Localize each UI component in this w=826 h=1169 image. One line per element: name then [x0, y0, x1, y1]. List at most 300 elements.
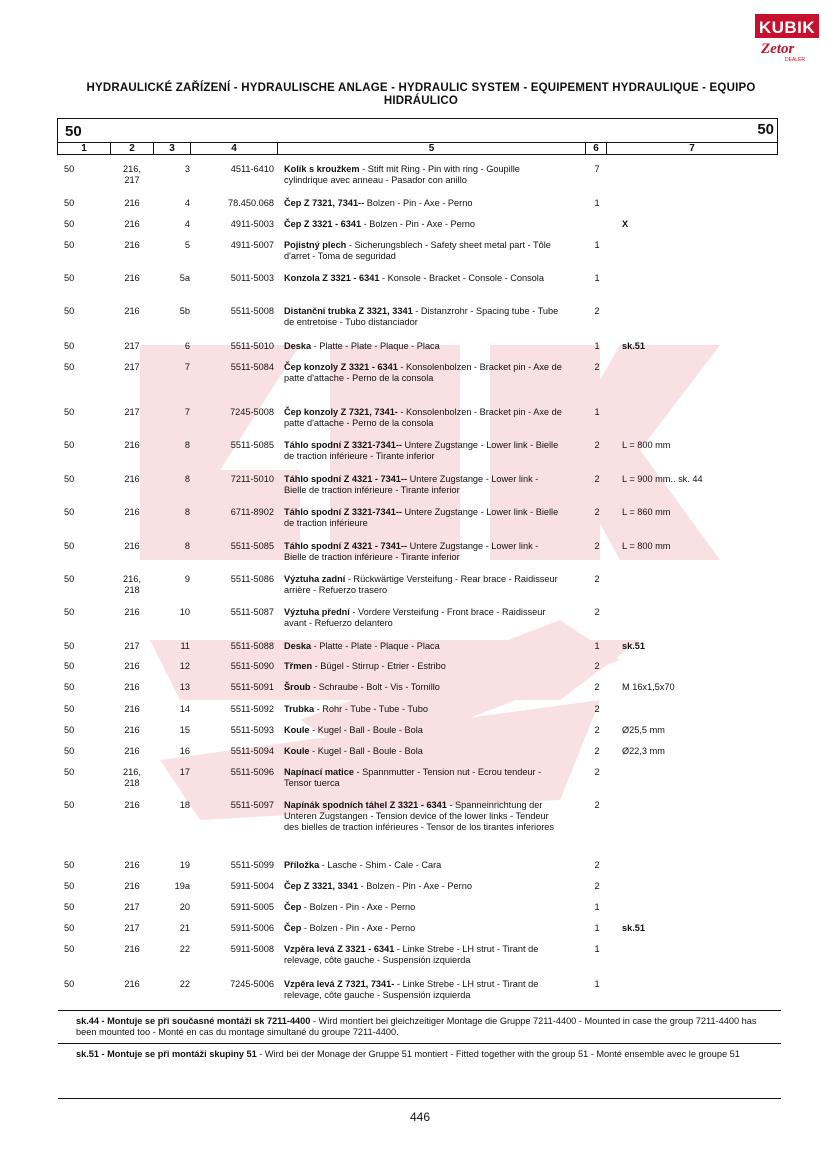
cell-position: 22 — [179, 979, 190, 989]
part-name: Koule — [284, 725, 310, 735]
footnote-sk44-text: - Wird montiert bei gleichzeitiger Montage die Gruppe 7211-4400 - Mounted in case the group 7211-4400 has been mounted too - Monté en cas du montage simultané du groupe 7211-4400. — [76, 1016, 757, 1037]
cell-position: 11 — [180, 641, 190, 651]
footnote-sk44-label: sk.44 - Montuje se při současné montáži sk 7211-4400 — [76, 1016, 311, 1026]
cell-position: 8 — [184, 474, 190, 484]
part-name: Deska — [284, 641, 312, 651]
part-translations: - Platte - Plate - Plaque - Placa — [311, 641, 440, 651]
cell-figure-line: 216 — [124, 944, 140, 954]
cell-part-number: 5911-5004 — [230, 881, 274, 891]
cell-quantity: 2 — [594, 474, 600, 484]
cell-figure — [112, 541, 152, 552]
part-name: Táhlo spodní Z 4321 - 7341-- — [284, 474, 408, 484]
part-name: Pojistný plech — [284, 240, 347, 250]
cell-part-number: 7245-5008 — [230, 407, 274, 417]
cell-description — [284, 240, 562, 262]
cell-description — [284, 661, 562, 672]
cell-description — [284, 198, 562, 209]
cell-figure — [112, 607, 152, 618]
cell-description — [284, 164, 562, 186]
cell-quantity: 2 — [594, 507, 600, 517]
cell-figure-line: 216 — [124, 725, 140, 735]
cell-group: 50 — [64, 574, 75, 584]
cell-part-number: 78.450.068 — [228, 198, 274, 208]
part-name: Konzola Z 3321 - 6341 — [284, 273, 380, 283]
cell-position: 8 — [184, 541, 190, 551]
cell-part-number: 5511-5008 — [230, 306, 274, 316]
cell-part-number: 7211-5010 — [230, 474, 274, 484]
cell-position: 14 — [179, 704, 190, 714]
part-translations: - Distanzrohr - Spacing tube - Tube de entretoise - Tubo distanciador — [284, 306, 559, 327]
cell-part-number: 5511-5084 — [230, 362, 274, 372]
cell-group: 50 — [64, 923, 75, 933]
part-translations: - Spannmutter - Tension nut - Ecrou tendeur - Tensor tuerca — [284, 767, 542, 788]
cell-group: 50 — [64, 860, 75, 870]
part-name: Táhlo spodní Z 3321-7341-- — [284, 440, 402, 450]
cell-group: 50 — [64, 440, 75, 450]
cell-quantity: 1 — [594, 923, 600, 933]
cell-group: 50 — [64, 979, 75, 989]
cell-part-number: 5511-5087 — [230, 607, 274, 617]
cell-part-number: 5511-5091 — [230, 682, 274, 692]
cell-figure-line: 217 — [124, 407, 140, 417]
part-name: Táhlo spodní Z 4321 - 7341-- — [284, 541, 408, 551]
part-translations: - Bolzen - Pin - Axe - Perno — [361, 219, 475, 229]
cell-figure — [112, 902, 152, 913]
cell-position: 17 — [179, 767, 190, 777]
cell-quantity: 1 — [594, 341, 600, 351]
cell-figure — [112, 306, 152, 317]
logo-tag-text: DEALER — [785, 57, 806, 63]
cell-quantity: 1 — [594, 407, 600, 417]
cell-part-number: 5511-5085 — [230, 541, 274, 551]
cell-group: 50 — [64, 641, 75, 651]
cell-part-number: 5511-5086 — [230, 574, 274, 584]
cell-position: 20 — [179, 902, 190, 912]
cell-figure-line: 216 — [124, 607, 140, 617]
cell-note: Ø22,3 mm — [622, 746, 665, 756]
cell-quantity: 1 — [594, 198, 600, 208]
part-name: Čep konzoly Z 7321, 7341- — [284, 407, 398, 417]
cell-figure-line: 216 — [124, 306, 140, 316]
column-header-6: 6 — [586, 143, 607, 154]
cell-part-number: 5511-5094 — [230, 746, 274, 756]
part-name: Šroub — [284, 682, 311, 692]
part-translations: - Linke Strebe - LH strut - Tirant de relevage, côte gauche - Suspensión izquierda — [284, 944, 539, 965]
part-translations: - Lasche - Shim - Cale - Cara — [319, 860, 442, 870]
part-translations: Untere Zugstange - Lower link - Bielle de traction inférieure - Tirante inferior — [284, 541, 539, 562]
cell-note: sk.51 — [622, 341, 645, 351]
footnote-sk51-label: sk.51 - Montuje se při montáži skupiny 51 — [76, 1049, 257, 1059]
cell-quantity: 2 — [594, 661, 600, 671]
cell-figure-line: 216 — [124, 704, 140, 714]
cell-figure — [112, 800, 152, 811]
cell-figure-line: 216 — [124, 219, 140, 229]
cell-group: 50 — [64, 902, 75, 912]
footnote-sk51 — [76, 1049, 776, 1060]
cell-position: 13 — [179, 682, 190, 692]
cell-quantity: 2 — [594, 541, 600, 551]
column-header-7: 7 — [689, 143, 695, 154]
cell-note: X — [622, 219, 629, 229]
cell-part-number: 6711-8902 — [230, 507, 274, 517]
cell-description — [284, 574, 562, 596]
cell-description — [284, 219, 562, 230]
cell-quantity: 2 — [594, 881, 600, 891]
cell-group: 50 — [64, 362, 75, 372]
column-header-1: 1 — [58, 143, 111, 154]
cell-group: 50 — [64, 944, 75, 954]
logo-brand-text: KUBIK — [758, 18, 816, 37]
part-translations: - Stift mit Ring - Pin with ring - Goupille cylindrique avec anneau - Pasador con anillo — [284, 164, 520, 185]
cell-note: L = 800 mm — [622, 541, 671, 551]
cell-figure — [112, 767, 152, 789]
part-translations: - Konsole - Bracket - Console - Consola — [379, 273, 544, 283]
footnote-divider-top — [58, 1010, 781, 1011]
part-translations: Bolzen - Pin - Axe - Perno — [364, 198, 473, 208]
footnote-sk51-text: - Wird bei der Monage der Gruppe 51 montiert - Fitted together with the group 51 - Monté ensemble avec le groupe 51 — [256, 1049, 740, 1059]
part-translations: - Bolzen - Pin - Axe - Perno — [358, 881, 472, 891]
cell-figure-line: 216, — [123, 574, 141, 584]
column-header-3: 3 — [154, 143, 191, 154]
cell-group: 50 — [64, 273, 75, 283]
cell-figure-line: 217 — [124, 641, 140, 651]
cell-figure-line: 216 — [124, 440, 140, 450]
part-name: Vzpěra levá Z 7321, 7341- — [284, 979, 395, 989]
part-name: Čep konzoly Z 3321 - 6341 — [284, 362, 398, 372]
cell-figure — [112, 704, 152, 715]
cell-quantity: 2 — [594, 767, 600, 777]
part-name: Koule — [284, 746, 310, 756]
page-title: HYDRAULICKÉ ZAŘÍZENÍ - HYDRAULISCHE ANLAGE - HYDRAULIC SYSTEM - EQUIPEMENT HYDRAULIQUE - EQUIPO HIDRÁULICO — [86, 82, 756, 107]
cell-part-number: 5911-5006 — [230, 923, 274, 933]
cell-note: L = 800 mm — [622, 440, 671, 450]
part-translations: - Rückwärtige Versteifung - Rear brace - Raidisseur arrière - Refuerzo trasero — [284, 574, 558, 595]
cell-figure — [112, 198, 152, 209]
part-translations: - Spanneinrichtung der Unteren Zugstangen - Tension device of the lower links - Tendeur des bielles de traction inférieures - Tensor de los tirantes inferiores — [284, 800, 554, 832]
part-name: Distanční trubka Z 3321, 3341 — [284, 306, 413, 316]
cell-position: 5a — [179, 273, 190, 283]
cell-figure-line: 216 — [124, 746, 140, 756]
cell-description — [284, 704, 562, 715]
cell-figure-line: 216 — [124, 507, 140, 517]
cell-figure — [112, 164, 152, 186]
cell-position: 19 — [179, 860, 190, 870]
cell-quantity: 2 — [594, 860, 600, 870]
cell-position: 4 — [184, 219, 190, 229]
part-translations: - Sicherungsblech - Safety sheet metal part - Tôle d'arret - Toma de seguridad — [284, 240, 551, 261]
cell-figure — [112, 574, 152, 596]
page-number: 446 — [409, 1110, 431, 1124]
cell-quantity: 1 — [594, 273, 600, 283]
cell-figure-line: 217 — [124, 341, 140, 351]
table-header — [57, 118, 778, 155]
cell-figure — [112, 440, 152, 451]
cell-group: 50 — [64, 341, 75, 351]
cell-position: 6 — [184, 341, 190, 351]
part-name: Výztuha zadní — [284, 574, 346, 584]
part-translations: - Linke Strebe - LH strut - Tirant de relevage, côte gauche - Suspensión izquierda — [284, 979, 539, 1000]
cell-group: 50 — [64, 661, 75, 671]
cell-position: 3 — [184, 164, 190, 174]
cell-figure — [112, 507, 152, 518]
part-name: Čep — [284, 923, 302, 933]
cell-note: M 16x1,5x70 — [622, 682, 675, 692]
cell-figure-line: 217 — [124, 175, 140, 185]
cell-quantity: 2 — [594, 800, 600, 810]
cell-part-number: 5511-5085 — [230, 440, 274, 450]
cell-note: sk.51 — [622, 923, 645, 933]
cell-position: 18 — [179, 800, 190, 810]
cell-part-number: 5511-5097 — [230, 800, 274, 810]
cell-group: 50 — [64, 240, 75, 250]
cell-note: sk.51 — [622, 641, 645, 651]
column-header-4: 4 — [191, 143, 278, 154]
cell-quantity: 2 — [594, 574, 600, 584]
cell-part-number: 4511-6410 — [230, 164, 274, 174]
cell-figure — [112, 682, 152, 693]
cell-part-number: 4911-5007 — [230, 240, 274, 250]
cell-position: 15 — [179, 725, 190, 735]
part-translations: - Bolzen - Pin - Axe - Perno — [301, 902, 416, 912]
part-translations: - Bügel - Stirrup - Etrier - Estribo — [312, 661, 446, 671]
cell-description — [284, 407, 562, 429]
cell-group: 50 — [64, 704, 75, 714]
group-number-left: 50 — [65, 123, 82, 140]
cell-group: 50 — [64, 767, 75, 777]
cell-position: 5 — [184, 240, 190, 250]
cell-quantity: 2 — [594, 725, 600, 735]
cell-description — [284, 341, 562, 352]
cell-position: 8 — [184, 507, 190, 517]
cell-group: 50 — [64, 541, 75, 551]
cell-description — [284, 902, 562, 913]
part-translations: Untere Zugstange - Lower link - Bielle de traction inférieure - Tirante inferior — [284, 474, 539, 495]
cell-figure-line: 218 — [124, 778, 140, 788]
cell-figure — [112, 661, 152, 672]
cell-part-number: 5911-5008 — [230, 944, 274, 954]
cell-part-number: 7245-5006 — [230, 979, 274, 989]
cell-position: 7 — [184, 362, 190, 372]
cell-figure — [112, 273, 152, 284]
cell-figure — [112, 881, 152, 892]
cell-group: 50 — [64, 881, 75, 891]
cell-figure — [112, 407, 152, 418]
cell-description — [284, 362, 562, 384]
cell-quantity: 1 — [594, 240, 600, 250]
cell-description — [284, 306, 562, 328]
cell-group: 50 — [64, 407, 75, 417]
cell-quantity: 2 — [594, 306, 600, 316]
part-translations: Untere Zugstange - Lower link - Bielle de traction inférieure - Tirante inferior — [284, 440, 559, 461]
cell-part-number: 5011-5003 — [230, 273, 274, 283]
cell-note: L = 860 mm — [622, 507, 671, 517]
cell-position: 22 — [179, 944, 190, 954]
logo-sub-text: Zetor — [761, 41, 795, 57]
cell-quantity: 2 — [594, 440, 600, 450]
cell-note: L = 900 mm.. sk. 44 — [622, 474, 703, 484]
cell-figure-line: 216 — [124, 881, 140, 891]
cell-part-number: 4911-5003 — [230, 219, 274, 229]
cell-figure-line: 216, — [123, 767, 141, 777]
cell-part-number: 5511-5099 — [230, 860, 274, 870]
part-name: Výztuha přední — [284, 607, 350, 617]
part-translations: - Konsolenbolzen - Bracket pin - Axe de patte d'attache - Perno de la consola — [284, 407, 562, 428]
cell-quantity: 1 — [594, 902, 600, 912]
part-name: Čep — [284, 902, 302, 912]
part-name: Čep Z 3321 - 6341 — [284, 219, 362, 229]
cell-figure-line: 216 — [124, 860, 140, 870]
cell-group: 50 — [64, 198, 75, 208]
footnote-divider-middle — [58, 1043, 781, 1044]
cell-group: 50 — [64, 725, 75, 735]
cell-description — [284, 273, 562, 284]
part-name: Čep Z 7321, 7341-- — [284, 198, 365, 208]
cell-description — [284, 800, 562, 833]
column-header-row — [58, 142, 777, 154]
cell-figure-line: 217 — [124, 362, 140, 372]
cell-quantity: 1 — [594, 944, 600, 954]
cell-figure — [112, 746, 152, 757]
cell-note: Ø25,5 mm — [622, 725, 665, 735]
cell-description — [284, 746, 562, 757]
part-name: Čep Z 3321, 3341 — [284, 881, 359, 891]
cell-quantity: 2 — [594, 704, 600, 714]
cell-description — [284, 607, 562, 629]
part-translations: Untere Zugstange - Lower link - Bielle de traction inférieure — [284, 507, 559, 528]
footnote-divider-bottom — [58, 1098, 781, 1099]
cell-quantity: 2 — [594, 607, 600, 617]
part-name: Deska — [284, 341, 312, 351]
cell-group: 50 — [64, 507, 75, 517]
cell-part-number: 5511-5090 — [230, 661, 274, 671]
cell-quantity: 1 — [594, 979, 600, 989]
cell-figure — [112, 923, 152, 934]
part-translations: - Vordere Versteifung - Front brace - Raidisseur avant - Refuerzo delantero — [284, 607, 546, 628]
part-name: Kolík s kroužkem — [284, 164, 360, 174]
cell-part-number: 5511-5096 — [230, 767, 274, 777]
cell-group: 50 — [64, 607, 75, 617]
cell-group: 50 — [64, 800, 75, 810]
part-translations: - Kugel - Ball - Boule - Bola — [309, 725, 423, 735]
cell-figure-line: 217 — [124, 923, 140, 933]
column-header-5: 5 — [278, 143, 586, 154]
group-number-right: 50 — [757, 121, 774, 138]
part-translations: - Konsolenbolzen - Bracket pin - Axe de patte d'attache - Perno de la consola — [284, 362, 562, 383]
cell-position: 16 — [179, 746, 190, 756]
cell-part-number: 5911-5005 — [230, 902, 274, 912]
part-name: Napínací matice — [284, 767, 354, 777]
cell-figure-line: 216, — [123, 164, 141, 174]
cell-figure — [112, 944, 152, 955]
part-name: Trubka — [284, 704, 315, 714]
cell-quantity: 2 — [594, 682, 600, 692]
cell-figure — [112, 219, 152, 230]
part-name: Napínák spodních táhel Z 3321 - 6341 — [284, 800, 447, 810]
cell-group: 50 — [64, 474, 75, 484]
cell-quantity: 1 — [594, 641, 600, 651]
cell-figure-line: 216 — [124, 682, 140, 692]
cell-position: 10 — [179, 607, 190, 617]
cell-quantity: 2 — [594, 746, 600, 756]
cell-figure-line: 216 — [124, 800, 140, 810]
cell-position: 19a — [174, 881, 190, 891]
cell-description — [284, 767, 562, 789]
part-name: Táhlo spodní Z 3321-7341-- — [284, 507, 402, 517]
cell-figure — [112, 341, 152, 352]
part-translations: - Platte - Plate - Plaque - Placa — [311, 341, 440, 351]
cell-quantity: 2 — [594, 362, 600, 372]
cell-group: 50 — [64, 164, 75, 174]
brand-logo — [755, 14, 819, 64]
cell-figure-line: 216 — [124, 661, 140, 671]
cell-description — [284, 923, 562, 934]
column-header-2: 2 — [111, 143, 154, 154]
cell-figure-line: 216 — [124, 198, 140, 208]
cell-part-number: 5511-5010 — [230, 341, 274, 351]
cell-description — [284, 979, 562, 1001]
cell-description — [284, 507, 562, 529]
cell-figure — [112, 979, 152, 990]
part-translations: - Kugel - Ball - Boule - Bola — [309, 746, 423, 756]
cell-figure-line: 216 — [124, 273, 140, 283]
part-translations: - Rohr - Tube - Tube - Tubo — [314, 704, 428, 714]
cell-figure-line: 216 — [124, 240, 140, 250]
cell-part-number: 5511-5093 — [230, 725, 274, 735]
cell-part-number: 5511-5088 — [230, 641, 274, 651]
cell-figure — [112, 641, 152, 652]
cell-position: 8 — [184, 440, 190, 450]
part-translations: - Bolzen - Pin - Axe - Perno — [301, 923, 416, 933]
cell-figure-line: 216 — [124, 474, 140, 484]
cell-description — [284, 682, 562, 693]
footnote-sk44 — [76, 1016, 776, 1038]
cell-position: 5b — [179, 306, 190, 316]
cell-figure — [112, 860, 152, 871]
part-translations: - Schraube - Bolt - Vis - Tornillo — [310, 682, 440, 692]
cell-figure — [112, 362, 152, 373]
cell-position: 21 — [179, 923, 190, 933]
cell-group: 50 — [64, 682, 75, 692]
cell-group: 50 — [64, 219, 75, 229]
cell-figure — [112, 725, 152, 736]
cell-description — [284, 881, 562, 892]
cell-figure-line: 218 — [124, 585, 140, 595]
cell-position: 4 — [184, 198, 190, 208]
cell-figure — [112, 474, 152, 485]
cell-description — [284, 541, 562, 563]
cell-group: 50 — [64, 306, 75, 316]
cell-description — [284, 944, 562, 966]
cell-figure — [112, 240, 152, 251]
part-name: Vzpěra levá Z 3321 - 6341 — [284, 944, 395, 954]
cell-figure-line: 217 — [124, 902, 140, 912]
part-name: Příložka — [284, 860, 320, 870]
cell-description — [284, 440, 562, 462]
cell-figure-line: 216 — [124, 979, 140, 989]
cell-part-number: 5511-5092 — [230, 704, 274, 714]
cell-position: 12 — [179, 661, 190, 671]
cell-description — [284, 860, 562, 871]
cell-group: 50 — [64, 746, 75, 756]
cell-position: 9 — [184, 574, 190, 584]
cell-description — [284, 641, 562, 652]
cell-position: 7 — [184, 407, 190, 417]
cell-figure-line: 216 — [124, 541, 140, 551]
part-name: Třmen — [284, 661, 313, 671]
cell-quantity: 7 — [594, 164, 600, 174]
cell-description — [284, 474, 562, 496]
cell-description — [284, 725, 562, 736]
